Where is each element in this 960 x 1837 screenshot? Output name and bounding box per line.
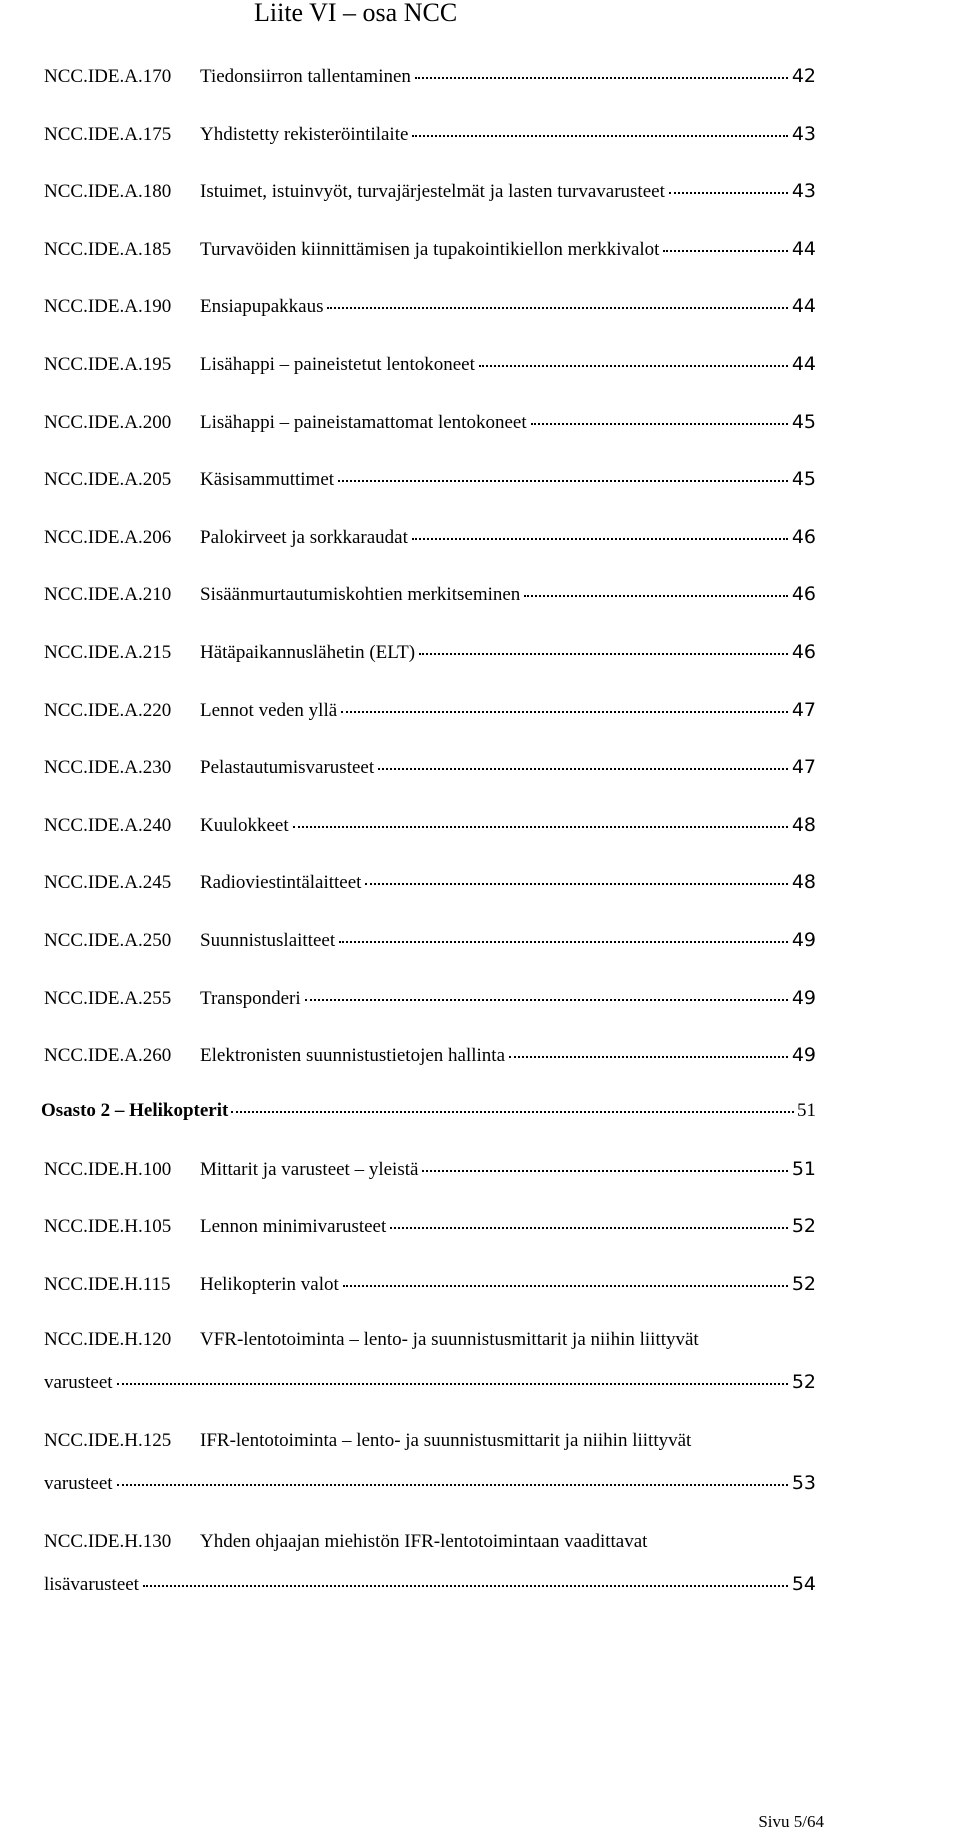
dot-leader <box>412 519 788 540</box>
toc-entry-page: 52 <box>791 1371 816 1394</box>
toc-entry[interactable] <box>44 803 816 848</box>
toc-entry-code: NCC.IDE.H.115 <box>44 1273 171 1295</box>
toc-entry-page: 46 <box>791 525 816 548</box>
toc-entry-code: NCC.IDE.A.240 <box>44 814 172 836</box>
toc-entry-page: 47 <box>791 698 816 721</box>
toc-entry-code: NCC.IDE.A.200 <box>44 411 172 433</box>
toc-entry-code: NCC.IDE.A.255 <box>44 987 172 1009</box>
toc-entry-code: NCC.IDE.A.210 <box>44 584 172 606</box>
toc-entry-page: 46 <box>791 583 816 606</box>
toc-entry-title: Kuulokkeet <box>200 814 289 836</box>
toc-entry-page: 54 <box>791 1573 816 1596</box>
toc-entry[interactable] <box>44 1262 816 1307</box>
dot-leader <box>415 58 788 79</box>
toc-entry-page: 48 <box>791 871 816 894</box>
toc-entry-title: Suunnistuslaitteet <box>200 929 336 951</box>
toc-entry[interactable] <box>44 342 816 387</box>
toc-entry[interactable] <box>44 572 816 617</box>
dot-leader <box>293 807 788 828</box>
toc-entry-title: Tiedonsiirron tallentaminen <box>200 66 411 87</box>
toc-entry[interactable] <box>44 860 816 905</box>
toc-entry-title: Transponderi <box>200 987 301 1009</box>
toc-entry-title: Palokirveet ja sorkkaraudat <box>200 526 408 548</box>
toc-entry[interactable] <box>44 169 816 214</box>
toc-entry[interactable] <box>44 515 816 560</box>
toc-entry-code: NCC.IDE.H.105 <box>44 1216 172 1238</box>
toc-entry-page: 49 <box>791 1044 816 1067</box>
toc-entry[interactable] <box>44 457 816 502</box>
toc-entry-page: 51 <box>791 1157 816 1180</box>
toc-entry-code: NCC.IDE.A.170 <box>44 66 172 87</box>
toc-section-heading[interactable] <box>41 1091 816 1131</box>
toc-entry-page: 47 <box>791 756 816 779</box>
toc-entry-title: Käsisammuttimet <box>200 469 335 491</box>
dot-leader <box>524 576 788 597</box>
toc-entry[interactable] <box>44 1319 816 1403</box>
dot-leader <box>327 288 787 309</box>
toc-entry-code: NCC.IDE.A.175 <box>44 123 172 145</box>
toc-entry-page: 53 <box>791 1472 816 1495</box>
dot-leader <box>422 1151 787 1172</box>
toc-entry-page: 44 <box>791 295 816 318</box>
toc-entry-page: 52 <box>791 1215 816 1238</box>
toc-entry-title: Pelastautumisvarusteet <box>200 757 375 779</box>
toc-entry-title: Helikopterin valot <box>200 1273 339 1295</box>
dot-leader <box>343 1266 788 1287</box>
toc-entry-page: 43 <box>791 180 816 203</box>
toc-entry-title: IFR-lentotoiminta – lento- ja suunnistusmittarit ja niihin liittyvät <box>200 1430 692 1452</box>
toc-entry-page: 48 <box>791 813 816 836</box>
toc-entry-page: 44 <box>791 352 816 375</box>
toc-entry-code: NCC.IDE.A.190 <box>44 296 172 318</box>
toc-entry-page: 49 <box>791 928 816 951</box>
dot-leader <box>117 1364 788 1385</box>
toc-entry-title-continued: varusteet <box>44 1372 113 1394</box>
toc-entry-code: NCC.IDE.A.230 <box>44 757 172 779</box>
section-page: 51 <box>797 1099 816 1121</box>
toc-entry-code: NCC.IDE.A.245 <box>44 872 172 894</box>
dot-leader <box>509 1037 788 1058</box>
dot-leader <box>338 461 788 482</box>
dot-leader <box>412 116 787 137</box>
toc-entry-title: Mittarit ja varusteet – yleistä <box>200 1158 419 1180</box>
toc-entry-code: NCC.IDE.H.130 <box>44 1531 172 1553</box>
toc-entry-title-continued: lisävarusteet <box>44 1574 139 1596</box>
toc-entry-title: Lisähappi – paineistetut lentokoneet <box>200 353 475 375</box>
toc-entry-code: NCC.IDE.H.120 <box>44 1329 172 1351</box>
toc-entry[interactable] <box>44 400 816 445</box>
dot-leader <box>531 404 788 425</box>
toc-entry[interactable] <box>44 1420 816 1504</box>
toc-entry-title: Ensiapupakkaus <box>200 296 324 318</box>
toc-entry-title: VFR-lentotoiminta – lento- ja suunnistusmittarit ja niihin liittyvät <box>200 1329 699 1351</box>
toc-entry[interactable] <box>44 918 816 963</box>
toc-entry-title: Lennon minimivarusteet <box>200 1216 387 1238</box>
toc-entry-title: Sisäänmurtautumiskohtien merkitseminen <box>200 584 521 606</box>
toc-entry-page: 45 <box>791 410 816 433</box>
toc-entry-page: 46 <box>791 640 816 663</box>
dot-leader <box>117 1465 788 1486</box>
dot-leader <box>143 1566 788 1587</box>
toc-entry-code: NCC.IDE.A.215 <box>44 641 172 663</box>
toc-entry-code: NCC.IDE.A.205 <box>44 469 172 491</box>
toc-entry-code: NCC.IDE.A.260 <box>44 1045 172 1067</box>
toc-entry-title: Yhdistetty rekisteröintilaite <box>200 123 409 145</box>
toc-entry-title-continued: varusteet <box>44 1473 113 1495</box>
toc-entry[interactable] <box>44 227 816 272</box>
toc-entry-code: NCC.IDE.A.185 <box>44 238 172 260</box>
toc-entry-page: 49 <box>791 986 816 1009</box>
toc-entry-code: NCC.IDE.A.180 <box>44 181 172 203</box>
section-title: Osasto 2 – Helikopterit <box>41 1099 229 1121</box>
toc-entry[interactable] <box>44 112 816 157</box>
page-number-footer: Sivu 5/64 <box>758 1812 824 1831</box>
toc-entry-title: Lennot veden yllä <box>200 699 338 721</box>
toc-entry-title: Lisähappi – paineistamattomat lentokoneet <box>200 411 527 433</box>
toc-entry-page: 42 <box>791 65 816 87</box>
table-of-contents <box>41 54 816 1622</box>
toc-entry-title: Yhden ohjaajan miehistön IFR-lentotoimintaan vaadittavat <box>200 1531 648 1553</box>
toc-entry[interactable] <box>44 976 816 1021</box>
toc-entry-code: NCC.IDE.H.125 <box>44 1430 172 1452</box>
toc-entry-page: 43 <box>791 122 816 145</box>
toc-entry-code: NCC.IDE.A.250 <box>44 929 172 951</box>
toc-entry-page: 52 <box>791 1272 816 1295</box>
dot-leader <box>378 749 788 770</box>
toc-entry[interactable] <box>44 745 816 790</box>
toc-entry-page: 44 <box>791 237 816 260</box>
dot-leader <box>669 173 788 194</box>
toc-entry[interactable] <box>44 1521 816 1605</box>
dot-leader <box>339 922 788 943</box>
toc-entry-code: NCC.IDE.H.100 <box>44 1158 172 1180</box>
toc-entry-title: Elektronisten suunnistustietojen hallinta <box>200 1045 506 1067</box>
toc-entry-title: Hätäpaikannuslähetin (ELT) <box>200 641 416 663</box>
dot-leader <box>231 1111 794 1113</box>
toc-entry-code: NCC.IDE.A.195 <box>44 353 172 375</box>
toc-entry-title: Radioviestintälaitteet <box>200 872 362 894</box>
document-header: Liite VI – osa NCC <box>254 0 458 27</box>
dot-leader <box>479 346 788 367</box>
toc-entry[interactable] <box>44 1204 816 1249</box>
toc-entry-page: 45 <box>791 468 816 491</box>
toc-entry[interactable] <box>44 630 816 675</box>
toc-entry[interactable] <box>44 54 816 99</box>
toc-entry[interactable] <box>44 1033 816 1078</box>
dot-leader <box>663 231 787 252</box>
toc-entry-code: NCC.IDE.A.220 <box>44 699 172 721</box>
toc-entry-title: Istuimet, istuinvyöt, turvajärjestelmät ja lasten turvavarusteet <box>200 181 665 203</box>
toc-entry-code: NCC.IDE.A.206 <box>44 526 172 548</box>
dot-leader <box>365 864 787 885</box>
dot-leader <box>390 1208 788 1229</box>
toc-entry[interactable] <box>44 688 816 733</box>
toc-entry[interactable] <box>44 284 816 329</box>
dot-leader <box>341 692 788 713</box>
dot-leader <box>419 634 788 655</box>
toc-entry[interactable] <box>44 1147 816 1192</box>
toc-entry-title: Turvavöiden kiinnittämisen ja tupakointikiellon merkkivalot <box>200 238 660 260</box>
dot-leader <box>305 980 788 1001</box>
